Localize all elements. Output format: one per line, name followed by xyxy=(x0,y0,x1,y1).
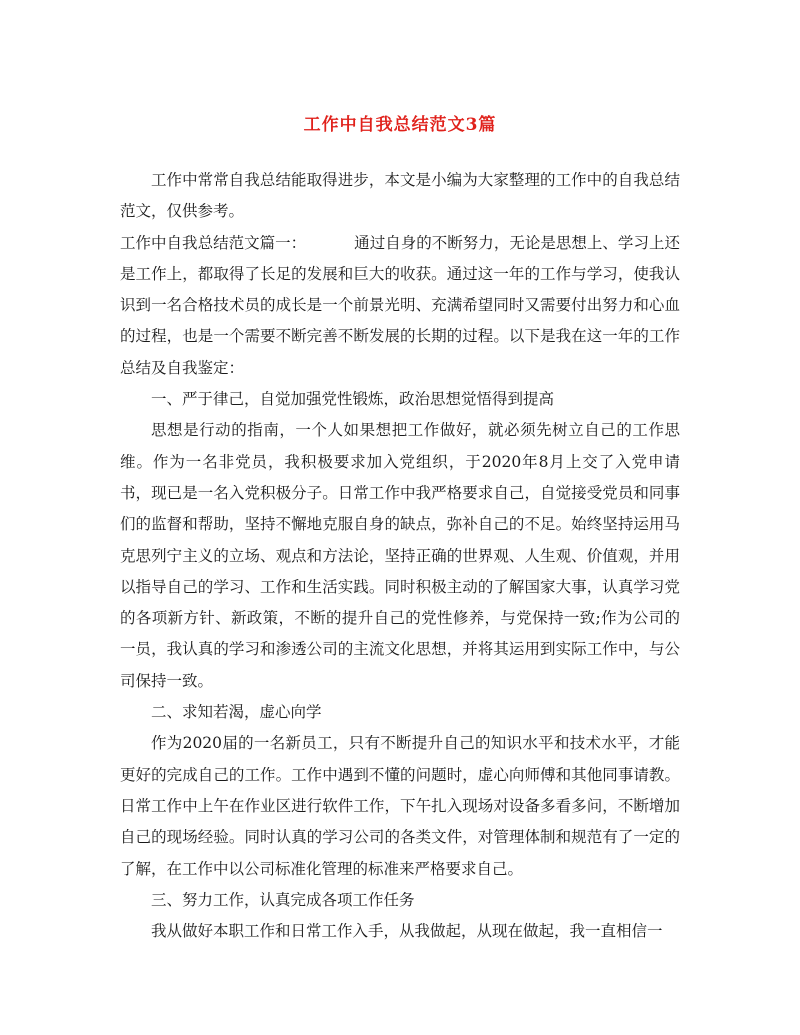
document-body xyxy=(120,165,680,947)
section1-paragraph xyxy=(120,228,680,384)
paragraph-3: 我从做好本职工作和日常工作入手，从我做起，从现在做起，我一直相信一 xyxy=(151,922,663,941)
heading-3: 三、努力工作，认真完成各项工作任务 xyxy=(151,890,415,909)
paragraph-2: 作为2020届的一名新员工，只有不断提升自己的知识水平和技术水平，才能更好的完成自己的工作。工作中遇到不懂的问题时，虚心向师傅和其他同事请教。日常工作中上午在作业区进行软件工作，下午扎入现场对设备多看多问，不断增加自己的现场经验。同时认真的学习公司的各类文件，对管理体制和规范有了一定的了解，在工作中以公司标准化管理的标准来严格要求自己。 xyxy=(120,734,680,878)
section1-label: 工作中自我总结范文篇一： xyxy=(120,233,307,252)
intro-paragraph: 工作中常常自我总结能取得进步，本文是小编为大家整理的工作中的自我总结范文，仅供参考。 xyxy=(120,171,680,221)
heading-1: 一、严于律己，自觉加强党性锻炼，政治思想觉悟得到提高 xyxy=(151,390,555,409)
heading-2: 二、求知若渴，虚心向学 xyxy=(151,703,322,722)
document-title: 工作中自我总结范文3篇 xyxy=(303,115,497,135)
section1-text: 通过自身的不断努力，无论是思想上、学习上还是工作上，都取得了长足的发展和巨大的收获。通过这一年的工作与学习，使我认识到一名合格技术员的成长是一个前景光明、充满希望同时又需要付出努力和心血的过程，也是一个需要不断完善不断发展的长期的过程。以下是我在这一年的工作总结及自我鉴定： xyxy=(120,233,680,377)
paragraph-1: 思想是行动的指南，一个人如果想把工作做好，就必须先树立自己的工作思维。作为一名非党员，我积极要求加入党组织，于2020年8月上交了入党申请书，现已是一名入党积极分子。日常工作中我严格要求自己，自觉接受党员和同事们的监督和帮助，坚持不懈地克服自身的缺点，弥补自己的不足。始终坚持运用马克思列宁主义的立场、观点和方法论，坚持正确的世界观、人生观、价值观，并用以指导自己的学习、工作和生活实践。同时积极主动的了解国家大事，认真学习党的各项新方针、新政策，不断的提升自己的党性修养，与党保持一致;作为公司的一员，我认真的学习和渗透公司的主流文化思想，并将其运用到实际工作中，与公司保持一致。 xyxy=(120,421,680,690)
